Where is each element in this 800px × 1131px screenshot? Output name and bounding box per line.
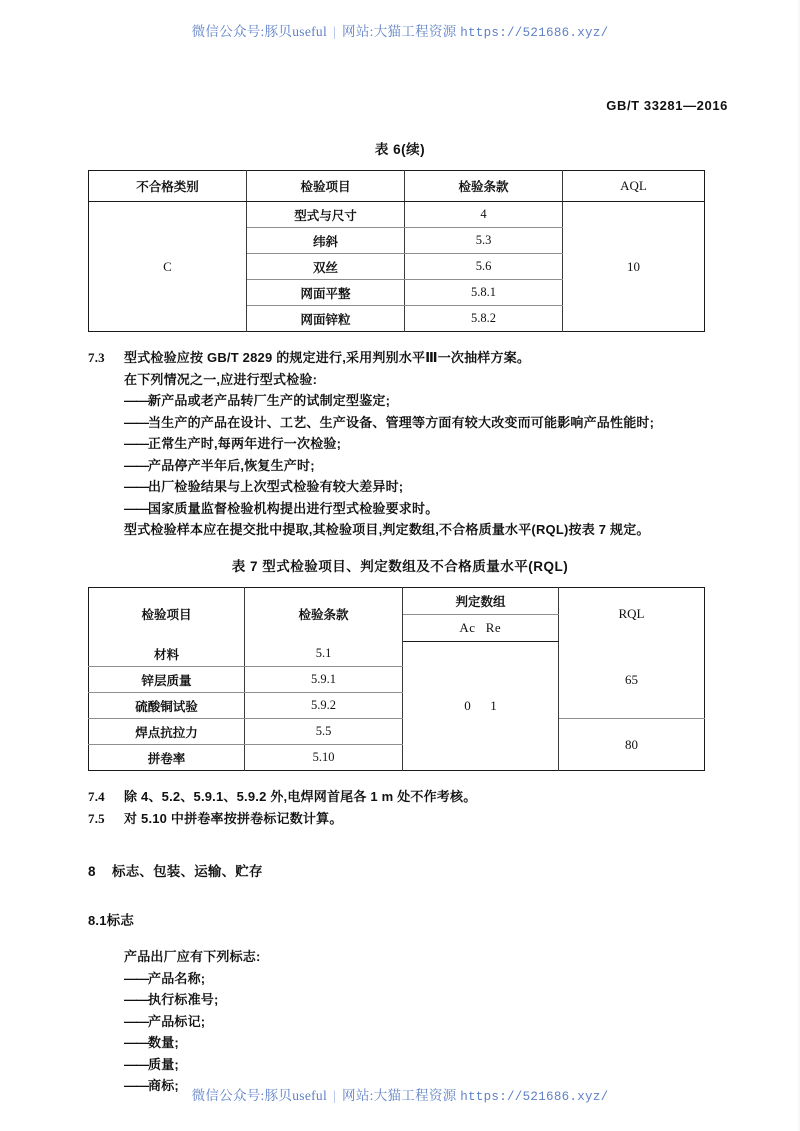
clause-7-3-item-1: ——新产品或老产品转厂生产的试制定型鉴定; xyxy=(124,393,391,408)
table7-rql-upper: 65 xyxy=(559,641,705,719)
clause-7-3-item-6: ——国家质量监督检验机构提出进行型式检验要求时。 xyxy=(124,500,439,516)
table7-item-5: 拼卷率 xyxy=(89,745,245,771)
table7-clause-5: 5.10 xyxy=(245,745,403,771)
table7-item-2: 锌层质量 xyxy=(89,667,245,693)
watermark-top xyxy=(0,20,800,40)
table7-subcols-ac-re xyxy=(403,614,559,641)
watermark-url: https://521686.xyz/ xyxy=(460,26,609,40)
table6-caption: 表 6(续) xyxy=(374,142,426,157)
clause-8-1-item-5-text: 质量; xyxy=(148,1056,179,1072)
section-8-heading xyxy=(88,860,712,880)
table6-clause-1: 4 xyxy=(405,202,563,228)
clause-7-4-number: 7.4 xyxy=(88,789,105,804)
table-row xyxy=(89,719,705,745)
table6 xyxy=(88,170,705,332)
clause-7-3-text: 型式检验应按 GB/T 2829 的规定进行,采用判别水平Ⅲ一次抽样方案。 xyxy=(124,350,531,365)
clause-8-1-item-5: ——质量; xyxy=(124,1056,179,1072)
clause-7-3-closing: 型式检验样本应在提交批中提取,其检验项目,判定数组,不合格质量水平(RQL)按表 7 规定。 xyxy=(124,522,650,537)
clause-8-1-item-4-text: 数量; xyxy=(148,1035,179,1050)
table7-col-decision-group: 判定数组 xyxy=(403,587,559,614)
clause-7-3-number: 7.3 xyxy=(88,350,105,365)
clause-8-1-lead: 产品出厂应有下列标志: xyxy=(124,949,261,964)
watermark-site-label: 网站: xyxy=(342,24,374,39)
table6-category-value: C xyxy=(89,202,247,332)
table7-clause-1: 5.1 xyxy=(245,641,403,667)
table6-clause-4: 5.8.1 xyxy=(405,280,563,306)
table6-col-category: 不合格类别 xyxy=(89,171,247,202)
clause-8-1-item-4: ——数量; xyxy=(124,1035,179,1050)
watermark-bottom-site-label: 网站: xyxy=(342,1088,374,1103)
table6-item-3: 双丝 xyxy=(247,254,405,280)
clause-7-3-item-6-text: 国家质量监督检验机构提出进行型式检验要求时。 xyxy=(148,500,439,516)
table6-col-item: 检验项目 xyxy=(247,171,405,202)
table6-clause-3: 5.6 xyxy=(405,254,563,280)
clause-7-3-item-5-text: 出厂检验结果与上次型式检验有较大差异时; xyxy=(148,479,404,494)
table6-item-1: 型式与尺寸 xyxy=(247,202,405,228)
table7-acre-values xyxy=(403,641,559,771)
watermark-separator: | xyxy=(333,24,337,39)
clause-8-1-item-3: ——产品标记; xyxy=(124,1013,206,1029)
table7-rql-lower: 80 xyxy=(559,719,705,771)
table7-item-1: 材料 xyxy=(89,641,245,667)
clause-7-3 xyxy=(88,347,712,541)
clause-8-1-title: 标志 xyxy=(106,913,135,928)
clause-7-3-item-4: ——产品停产半年后,恢复生产时; xyxy=(124,457,315,473)
section-8-number: 8 xyxy=(88,864,96,879)
watermark-bottom-wechat-value: 豚贝useful xyxy=(264,1088,328,1103)
table6-item-4: 网面平整 xyxy=(247,280,405,306)
section-8-title: 标志、包装、运输、贮存 xyxy=(112,864,263,879)
clause-7-3-lead: 在下列情况之一,应进行型式检验: xyxy=(124,371,318,387)
table-row xyxy=(89,641,705,667)
table6-clause-5: 5.8.2 xyxy=(405,306,563,332)
table7 xyxy=(88,587,705,772)
table7-clause-3: 5.9.2 xyxy=(245,693,403,719)
watermark-bottom-wechat-label: 微信公众号: xyxy=(191,1088,265,1103)
clause-7-4-text: 除 4、5.2、5.9.1、5.9.2 外,电焊网首尾各 1 m 处不作考核。 xyxy=(124,789,477,804)
clause-7-3-item-2-text: 当生产的产品在设计、工艺、生产设备、管理等方面有较大改变而可能影响产品性能时; xyxy=(148,414,655,430)
table7-item-4: 焊点抗拉力 xyxy=(89,719,245,745)
table6-aql-value: 10 xyxy=(563,202,705,332)
clause-8-1-item-2: ——执行标准号; xyxy=(124,992,219,1007)
clause-7-3-item-4-text: 产品停产半年后,恢复生产时; xyxy=(148,457,315,473)
watermark-wechat-value: 豚贝useful xyxy=(264,24,328,39)
clause-8-1-item-1: ——产品名称; xyxy=(124,970,206,986)
clause-8-1-item-1-text: 产品名称; xyxy=(148,970,206,986)
clause-7-4 xyxy=(88,786,712,808)
watermark-bottom-separator: | xyxy=(333,1088,337,1103)
page-content xyxy=(88,138,712,1097)
table6-clause-2: 5.3 xyxy=(405,228,563,254)
clause-8-1-body xyxy=(88,946,712,1097)
table7-re-value: 1 xyxy=(490,697,497,713)
table7-col-item: 检验项目 xyxy=(89,587,245,641)
table7-item-3: 硫酸铜试验 xyxy=(89,693,245,719)
watermark-bottom xyxy=(0,1084,800,1104)
table7-clause-4: 5.5 xyxy=(245,719,403,745)
table6-item-2: 纬斜 xyxy=(247,228,405,254)
table7-subcol-ac: Ac xyxy=(459,619,476,635)
watermark-site-value: 大猫工程资源 xyxy=(373,24,457,39)
table6-item-5: 网面锌粒 xyxy=(247,306,405,332)
clause-7-3-item-3-text: 正常生产时,每两年进行一次检验; xyxy=(148,436,342,451)
clause-7-3-item-3: ——正常生产时,每两年进行一次检验; xyxy=(124,436,342,451)
table6-header-row xyxy=(89,171,705,202)
watermark-bottom-site-value: 大猫工程资源 xyxy=(373,1088,457,1103)
table7-col-rql: RQL xyxy=(559,587,705,641)
table7-col-clause: 检验条款 xyxy=(245,587,403,641)
document-running-header: GB/T 33281—2016 xyxy=(606,98,728,113)
clause-7-3-item-1-text: 新产品或老产品转厂生产的试制定型鉴定; xyxy=(148,393,391,408)
table7-header-row xyxy=(89,587,705,614)
clause-7-5 xyxy=(88,808,712,830)
clause-7-3-item-5: ——出厂检验结果与上次型式检验有较大差异时; xyxy=(124,479,404,494)
table7-caption: 表 7 型式检验项目、判定数组及不合格质量水平(RQL) xyxy=(231,558,569,574)
clause-7-5-number: 7.5 xyxy=(88,810,105,826)
clause-7-3-item-2: ——当生产的产品在设计、工艺、生产设备、管理等方面有较大改变而可能影响产品性能时; xyxy=(124,414,655,430)
clause-8-1-item-3-text: 产品标记; xyxy=(148,1013,206,1029)
table7-ac-value: 0 xyxy=(464,697,471,713)
clause-7-5-text: 对 5.10 中拼卷率按拼卷标记数计算。 xyxy=(124,810,343,826)
table-row xyxy=(89,202,705,228)
clause-8-1-item-2-text: 执行标准号; xyxy=(148,992,219,1007)
table7-subcol-re: Re xyxy=(485,619,502,635)
clause-8-1-heading xyxy=(88,909,712,929)
table6-col-aql: AQL xyxy=(563,171,705,202)
clause-8-1-item-6: ——商标; xyxy=(124,1078,179,1093)
watermark-bottom-url: https://521686.xyz/ xyxy=(460,1090,609,1104)
table7-clause-2: 5.9.1 xyxy=(245,667,403,693)
clause-8-1-item-6-text: 商标; xyxy=(148,1078,179,1093)
table6-col-clause: 检验条款 xyxy=(405,171,563,202)
watermark-wechat-label: 微信公众号: xyxy=(191,24,265,39)
clause-8-1-number: 8.1 xyxy=(88,913,107,928)
